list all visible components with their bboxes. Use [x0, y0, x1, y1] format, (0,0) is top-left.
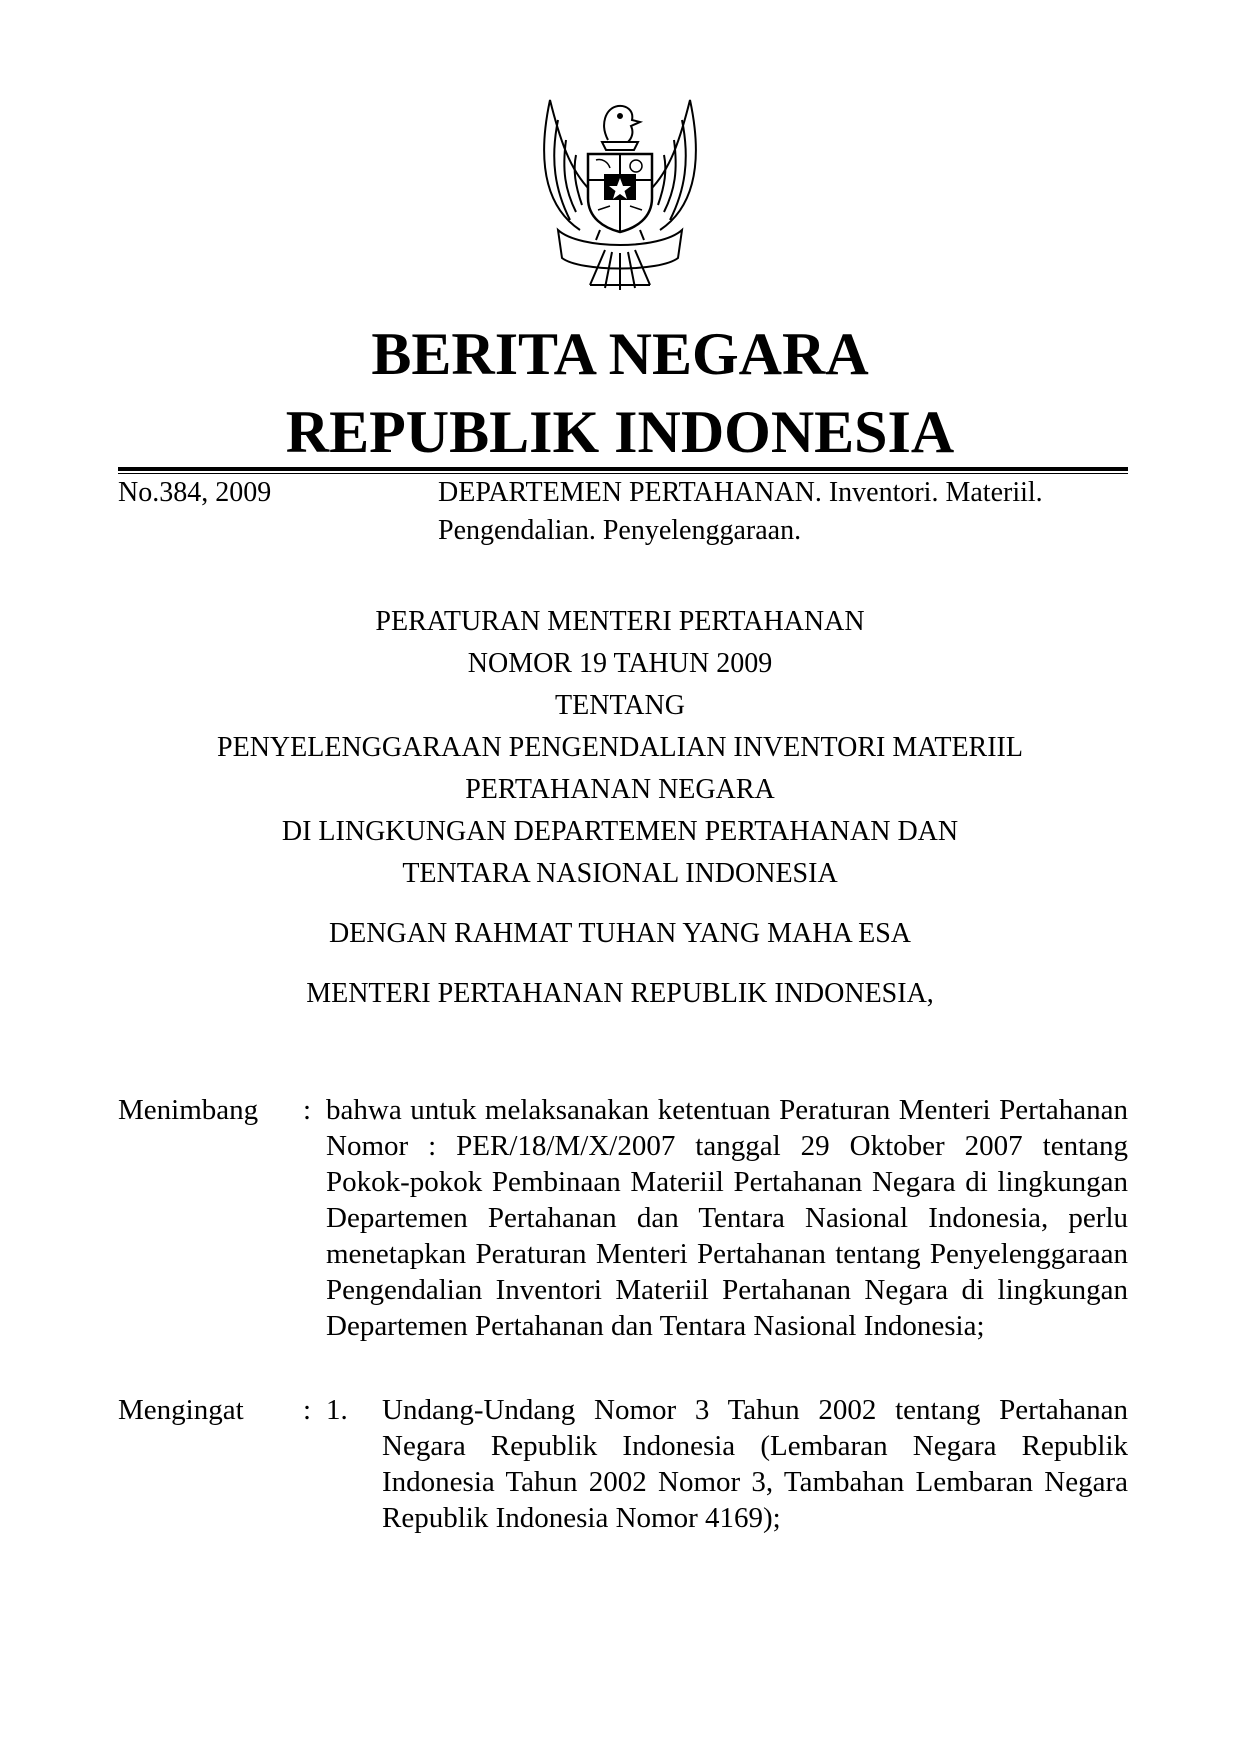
masthead-subtitle: REPUBLIK INDONESIA [285, 399, 955, 465]
gazette-number: No.384, 2009 [118, 477, 272, 508]
mengingat-item-number: 1. [326, 1394, 348, 1426]
title-line: TENTANG [555, 690, 685, 721]
mengingat-label: Mengingat [118, 1394, 244, 1426]
masthead-title: BERITA NEGARA [371, 321, 869, 387]
title-line: PERTAHANAN NEGARA [465, 774, 775, 805]
menimbang-text: bahwa untuk melaksanakan ketentuan Peraturan Menteri Pertahanan Nomor : PER/18/M/X/2007 tanggal 29 Oktober 2007 tentang Pokok-pokok Pembinaan Materiil Pertahanan Negara di lingkungan Departemen Pertahanan dan Tentara Nasional Indonesia, perlu menetapkan Peraturan Menteri Pertahanan tentang Penyelenggaraan Pengendalian Inventori Materiil Pertahanan Negara di lingkungan Departemen Pertahanan dan Tentara Nasional Indonesia; [326, 1094, 1128, 1342]
issuing-authority: MENTERI PERTAHANAN REPUBLIK INDONESIA, [306, 978, 934, 1009]
gazette-subject: DEPARTEMEN PERTAHANAN. Inventori. Materiil. Pengendalian. Penyelenggaraan. [438, 477, 1043, 546]
header-rule [118, 467, 1128, 471]
invocation: DENGAN RAHMAT TUHAN YANG MAHA ESA [328, 918, 912, 949]
title-line: PENYELENGGARAAN PENGENDALIAN INVENTORI MATERIIL [217, 732, 1023, 763]
title-line: PERATURAN MENTERI PERTAHANAN [375, 606, 865, 637]
mengingat-colon: : [303, 1394, 312, 1426]
title-line: NOMOR 19 TAHUN 2009 [467, 648, 773, 679]
garuda-emblem-icon [510, 80, 730, 300]
menimbang-label: Menimbang [118, 1094, 259, 1126]
menimbang-colon: : [303, 1094, 312, 1126]
title-line: DI LINGKUNGAN DEPARTEMEN PERTAHANAN DAN [281, 816, 959, 847]
title-line: TENTARA NASIONAL INDONESIA [402, 858, 838, 889]
mengingat-item-text: Undang-Undang Nomor 3 Tahun 2002 tentang Pertahanan Negara Republik Indonesia (Lembaran Negara Republik Indonesia Tahun 2002 Nomor 3, Tambahan Lembaran Negara Republik Indonesia Nomor 4169); [382, 1394, 1128, 1534]
